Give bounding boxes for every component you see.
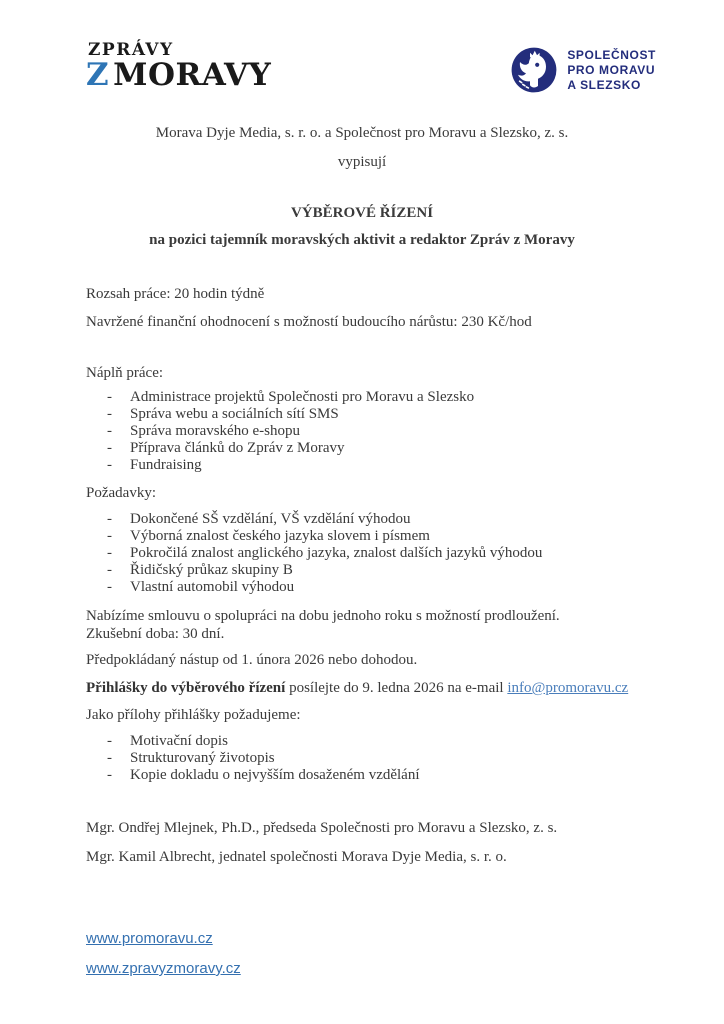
list-item — [86, 389, 638, 406]
list-item — [86, 511, 638, 528]
dash-bullet: - — [107, 457, 112, 473]
logo-text-line-2: PRO MORAVU — [567, 62, 656, 77]
logo-word-zpravy: ZPRÁVY — [88, 40, 174, 60]
list-item-text: Správa webu a sociálních sítí SMS — [130, 406, 339, 422]
list-item — [86, 733, 638, 750]
dash-bullet: - — [107, 406, 112, 422]
spolecnost-pro-moravu-logo — [510, 46, 656, 94]
requirements-heading: Požadavky: — [86, 485, 156, 501]
list-item-text: Administrace projektů Společnosti pro Moravu a Slezsko — [130, 389, 475, 405]
announce-line: vypisují — [337, 154, 387, 170]
requirements-list — [86, 511, 638, 596]
list-item-text: Dokončené SŠ vzdělání, VŠ vzdělání výhodou — [130, 511, 411, 527]
list-item — [86, 562, 638, 579]
offer-paragraph — [86, 607, 638, 643]
attachments-list — [86, 733, 638, 784]
list-item-text: Pokročilá znalost anglického jazyka, znalost dalších jazyků výhodou — [130, 545, 543, 561]
work-scope-line: Rozsah práce: 20 hodin týdně — [86, 286, 265, 302]
list-item — [86, 767, 638, 784]
signature-chairman: Mgr. Ondřej Mlejnek, Ph.D., předseda Společnosti pro Moravu a Slezsko, z. s. — [86, 820, 558, 836]
list-item — [86, 579, 638, 596]
job-description-list — [86, 389, 638, 474]
start-date-line: Předpokládaný nástup od 1. února 2026 nebo dohodou. — [86, 652, 418, 668]
job-description-heading: Náplň práce: — [86, 365, 164, 381]
list-item — [86, 750, 638, 767]
dash-bullet: - — [107, 545, 112, 561]
page-title: VÝBĚROVÉ ŘÍZENÍ — [290, 205, 434, 221]
offer-line-2: Zkušební doba: 30 dní. — [86, 626, 225, 642]
dash-bullet: - — [107, 579, 112, 595]
dash-bullet: - — [107, 511, 112, 527]
email-link[interactable]: info@promoravu.cz — [507, 680, 629, 696]
list-item-text: Kopie dokladu o nejvyšším dosaženém vzdělání — [130, 767, 420, 783]
position-title: na pozici tajemník moravských aktivit a redaktor Zpráv z Moravy — [149, 232, 575, 248]
promoravu-link[interactable]: www.promoravu.cz — [86, 930, 213, 947]
dash-bullet: - — [107, 440, 112, 456]
attachments-heading: Jako přílohy přihlášky požadujeme: — [86, 707, 301, 723]
list-item-text: Řidičský průkaz skupiny B — [130, 562, 293, 578]
list-item-text: Motivační dopis — [130, 733, 228, 749]
list-item-text: Výborná znalost českého jazyka slovem i písmem — [130, 528, 430, 544]
signature-director: Mgr. Kamil Albrecht, jednatel společnosti Morava Dyje Media, s. r. o. — [86, 849, 507, 865]
dash-bullet: - — [107, 389, 112, 405]
dash-bullet: - — [107, 767, 112, 783]
application-bold-text: Přihlášky do výběrového řízení — [86, 680, 286, 696]
list-item — [86, 528, 638, 545]
zpravyzmoravy-link[interactable]: www.zpravyzmoravy.cz — [86, 960, 241, 977]
logo-letter-z: Z — [86, 57, 110, 93]
spolecnost-logo-text — [567, 48, 656, 93]
list-item — [86, 457, 638, 474]
dash-bullet: - — [107, 733, 112, 749]
footer-links — [86, 930, 638, 978]
list-item-text: Příprava článků do Zpráv z Moravy — [130, 440, 345, 456]
list-item-text: Fundraising — [130, 457, 202, 473]
list-item — [86, 545, 638, 562]
list-item — [86, 440, 638, 457]
list-item-text: Správa moravského e-shopu — [130, 423, 300, 439]
dash-bullet: - — [107, 750, 112, 766]
eagle-crown-icon — [510, 46, 558, 94]
offer-line-1: Nabízíme smlouvu o spolupráci na dobu jednoho roku s možností prodloužení. — [86, 608, 560, 624]
list-item-text: Vlastní automobil výhodou — [130, 579, 295, 595]
salary-line: Navržené finanční ohodnocení s možností budoucího nárůstu: 230 Kč/hod — [86, 314, 532, 330]
organizers-line: Morava Dyje Media, s. r. o. a Společnost pro Moravu a Slezsko, z. s. — [155, 125, 569, 141]
zpravy-z-moravy-logo — [86, 42, 271, 91]
dash-bullet: - — [107, 423, 112, 439]
logo-text-line-1: SPOLEČNOST — [567, 47, 656, 62]
dash-bullet: - — [107, 562, 112, 578]
application-line — [86, 679, 638, 697]
logo-word-moravy: MORAVY — [113, 57, 272, 93]
document-header — [86, 40, 656, 100]
logo-text-line-3: A SLEZSKO — [567, 77, 641, 92]
list-item — [86, 423, 638, 440]
list-item — [86, 406, 638, 423]
dash-bullet: - — [107, 528, 112, 544]
application-middle-text: posílejte do 9. ledna 2026 na e-mail — [285, 680, 508, 696]
logo-word-z-moravy — [86, 57, 272, 93]
list-item-text: Strukturovaný životopis — [130, 750, 275, 766]
